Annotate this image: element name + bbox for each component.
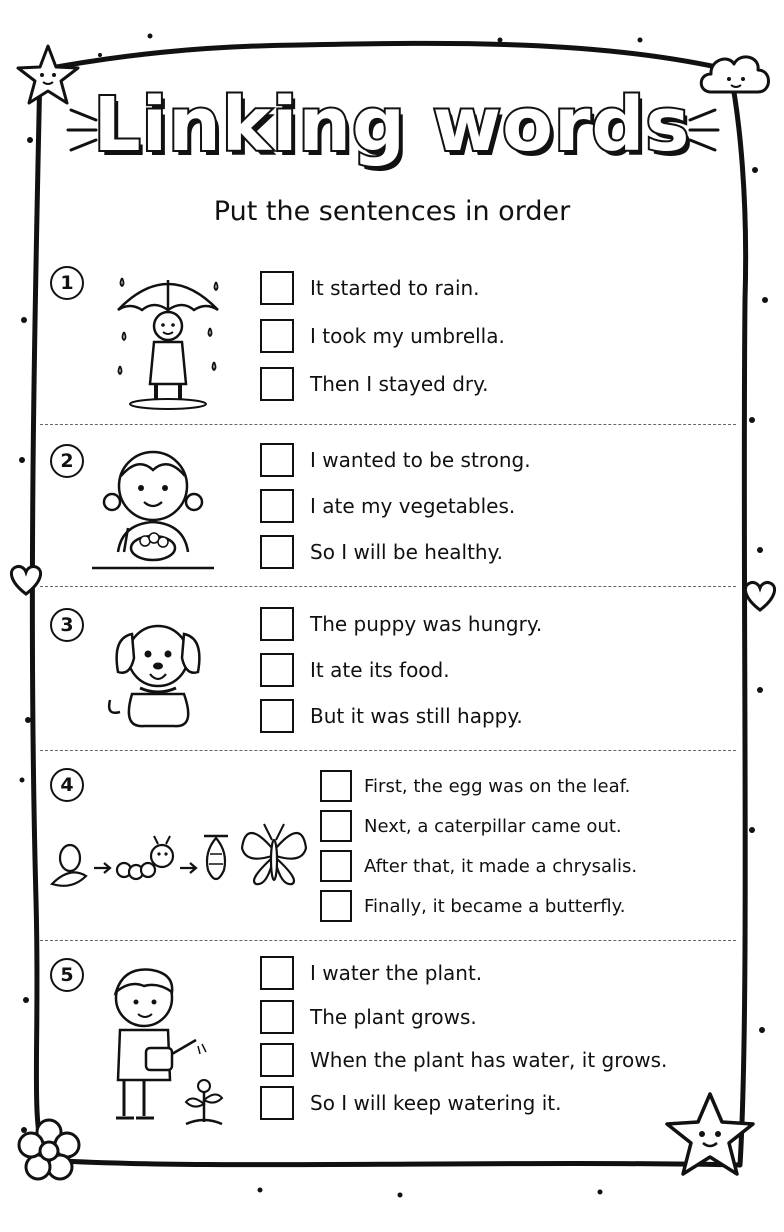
order-checkbox[interactable] xyxy=(260,1043,294,1077)
sentence-row xyxy=(260,1043,667,1077)
boy-watering-illustration xyxy=(100,962,232,1130)
sentence-row xyxy=(320,810,622,842)
sentence-row xyxy=(260,367,488,401)
sentence-text: So I will keep watering it. xyxy=(310,1091,562,1115)
page-subtitle: Put the sentences in order xyxy=(213,196,571,227)
order-checkbox[interactable] xyxy=(320,770,352,802)
sentence-row xyxy=(260,1086,561,1120)
sentence-text: It ate its food. xyxy=(310,658,450,682)
sentence-row xyxy=(260,489,515,523)
sentence-row xyxy=(260,271,480,305)
butterfly-lifecycle-illustration xyxy=(50,814,310,894)
sentence-text: I ate my vegetables. xyxy=(310,494,516,518)
sentence-text: I took my umbrella. xyxy=(310,324,505,348)
sentence-text: But it was still happy. xyxy=(310,704,523,728)
sentence-row xyxy=(260,607,542,641)
section-divider xyxy=(40,586,736,587)
star-face-icon xyxy=(660,1086,760,1186)
sentence-row xyxy=(260,699,523,733)
order-checkbox[interactable] xyxy=(260,956,294,990)
order-checkbox[interactable] xyxy=(260,443,294,477)
puppy-illustration xyxy=(104,608,212,732)
sentence-text: When the plant has water, it grows. xyxy=(310,1048,668,1072)
sentence-text: The puppy was hungry. xyxy=(310,612,543,636)
sentence-text: Next, a caterpillar came out. xyxy=(364,815,622,837)
section-number: 1 xyxy=(50,266,84,300)
sentence-text: After that, it made a chrysalis. xyxy=(364,855,638,877)
order-checkbox[interactable] xyxy=(320,810,352,842)
sentence-text: Finally, it became a butterfly. xyxy=(364,895,626,917)
heart-icon xyxy=(740,576,780,616)
order-checkbox[interactable] xyxy=(260,535,294,569)
sentence-text: It started to rain. xyxy=(310,276,480,300)
page-title: Linking words xyxy=(93,82,691,168)
section-number: 3 xyxy=(50,608,84,642)
sentence-text: So I will be healthy. xyxy=(310,540,503,564)
order-checkbox[interactable] xyxy=(260,489,294,523)
sentence-text: Then I stayed dry. xyxy=(310,372,489,396)
sentence-row xyxy=(260,443,531,477)
sentence-row xyxy=(320,890,625,922)
order-checkbox[interactable] xyxy=(260,319,294,353)
order-checkbox[interactable] xyxy=(320,890,352,922)
sentence-row xyxy=(260,653,450,687)
order-checkbox[interactable] xyxy=(260,607,294,641)
sentence-text: The plant grows. xyxy=(310,1005,477,1029)
section-number: 2 xyxy=(50,444,84,478)
order-checkbox[interactable] xyxy=(260,1000,294,1034)
order-checkbox[interactable] xyxy=(260,653,294,687)
order-checkbox[interactable] xyxy=(260,699,294,733)
child-umbrella-illustration xyxy=(110,266,226,412)
flower-icon xyxy=(14,1116,84,1186)
section-divider xyxy=(40,750,736,751)
heart-icon xyxy=(6,560,46,600)
order-checkbox[interactable] xyxy=(260,1086,294,1120)
title-container xyxy=(0,70,784,180)
order-checkbox[interactable] xyxy=(320,850,352,882)
girl-eating-illustration xyxy=(88,440,218,572)
sentence-row xyxy=(320,770,630,802)
section-number: 4 xyxy=(50,768,84,802)
sentence-text: I wanted to be strong. xyxy=(310,448,531,472)
sentence-text: First, the egg was on the leaf. xyxy=(364,775,631,797)
sentence-text: I water the plant. xyxy=(310,961,483,985)
order-checkbox[interactable] xyxy=(260,271,294,305)
sentence-row xyxy=(260,319,505,353)
order-checkbox[interactable] xyxy=(260,367,294,401)
sentence-row xyxy=(260,956,482,990)
section-divider xyxy=(40,424,736,425)
sentence-row xyxy=(260,535,503,569)
sentence-row xyxy=(320,850,637,882)
sentence-row xyxy=(260,1000,477,1034)
section-number: 5 xyxy=(50,958,84,992)
section-divider xyxy=(40,940,736,941)
